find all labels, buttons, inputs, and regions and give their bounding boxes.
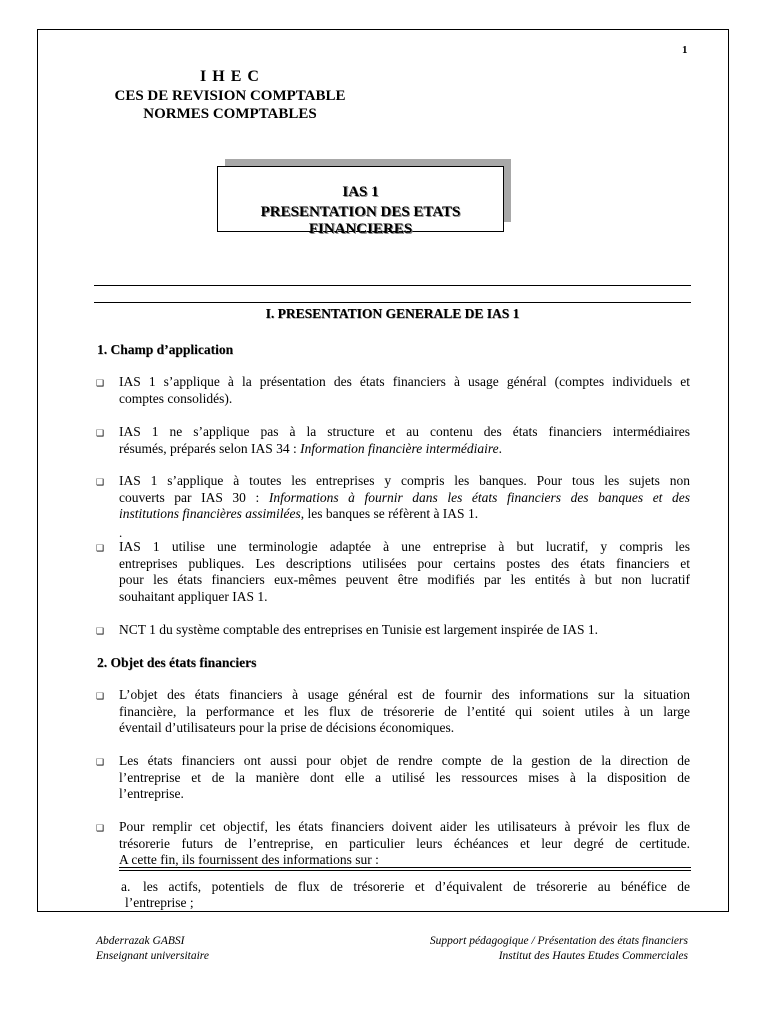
paragraph-s2-b2 <box>119 753 690 803</box>
heading-champ-application: 1. Champ d’application <box>97 342 234 357</box>
text-italic: Informations à fournir dans les états financiers des banques et des <box>268 489 690 505</box>
title-line-1: IAS 1 <box>342 184 379 200</box>
paragraph-s1-b3 <box>119 473 690 523</box>
footer-left <box>96 934 209 964</box>
sub-item-text: les actifs, potentiels de flux de trésorerie et d’équivalent de trésorerie au bénéfice de <box>143 879 690 894</box>
footer-role: Enseignant universitaire <box>96 950 209 962</box>
bullet-icon: ❑ <box>96 378 105 388</box>
double-rule <box>119 867 691 871</box>
text-line: comptes consolidés). <box>119 390 233 406</box>
footer-author: Abderrazak GABSI <box>96 935 185 947</box>
paragraph-s1-b4 <box>119 539 690 605</box>
stray-dot: . <box>119 525 123 540</box>
text-italic: institutions financières assimilées <box>119 506 301 521</box>
section-title: I. PRESENTATION GENERALE DE IAS 1 <box>265 306 520 321</box>
text-span: résumés, préparés selon IAS 34 : <box>119 440 301 456</box>
text-line: souhaitant appliquer IAS 1. <box>119 588 268 604</box>
text-line: Pour remplir cet objectif, les états financiers doivent aider les utilisateurs à prévoir les flux de <box>119 819 690 834</box>
text-line: Les états financiers ont aussi pour objet de rendre compte de la gestion de la direction de <box>119 753 690 768</box>
paragraph-s1-b1 <box>119 374 690 407</box>
bullet-icon: ❑ <box>96 626 105 636</box>
text-line: IAS 1 utilise une terminologie adaptée à une entreprise à but lucratif, y compris les <box>119 539 690 554</box>
paragraph-s2-b1 <box>119 687 690 737</box>
title-line-3: FINANCIERES <box>308 221 413 237</box>
text-line <box>119 441 690 458</box>
text-span: couverts par IAS 30 : <box>119 489 269 505</box>
footer-doc: Support pédagogique / Présentation des états financiers <box>429 935 688 947</box>
text-line <box>119 490 690 507</box>
rule-top <box>94 285 691 286</box>
text-line: trésorerie futurs de l’entreprise, en particulier leurs échéances et leur degré de certitude. <box>119 835 690 851</box>
paragraph-s1-b2 <box>119 424 690 457</box>
bullet-icon: ❑ <box>96 691 105 701</box>
footer-right <box>330 934 688 964</box>
text-line: L’objet des états financiers à usage général est de fournir des informations sur la situation <box>119 687 690 702</box>
bullet-icon: ❑ <box>96 428 105 438</box>
sub-item-label: a. <box>121 879 131 894</box>
text-line: A cette fin, ils fournissent des informations sur : <box>119 852 379 867</box>
bullet-icon: ❑ <box>96 543 105 553</box>
paragraph-s2-b3 <box>119 819 690 869</box>
text-line: IAS 1 s’applique à toutes les entreprises y compris les banques. Pour tous les sujets non <box>119 473 690 488</box>
text-line: entreprises publiques. Les descriptions utilisées pour certains postes des états financiers et <box>119 555 690 571</box>
text-span: , les banques se réfèrent à IAS 1. <box>300 506 479 521</box>
heading-objet-etats: 2. Objet des états financiers <box>97 655 257 670</box>
text-line: IAS 1 ne s’applique pas à la structure et au contenu des états financiers intermédiaires <box>119 424 690 439</box>
text-line: l’entreprise. <box>119 786 184 801</box>
text-span: . <box>498 440 502 456</box>
header-school: I H E C <box>200 68 260 85</box>
bullet-icon: ❑ <box>96 823 105 833</box>
text-line: pour les états financiers eux-mêmes peuvent être modifiés par les entités à but non lucratif <box>119 572 690 587</box>
text-line: éventail d’utilisateurs pour la prise de décisions économiques. <box>119 720 455 735</box>
paragraph-s1-b5 <box>119 622 690 639</box>
text-line: financière, la performance et les flux de trésorerie de l’entité qui soient utiles à un large <box>119 703 690 719</box>
bullet-icon: ❑ <box>96 757 105 767</box>
text-line: IAS 1 s’applique à la présentation des états financiers à usage général (comptes individuels et <box>119 374 690 389</box>
title-line-2: PRESENTATION DES ETATS <box>260 204 461 220</box>
frame-bottom-rule <box>37 911 729 912</box>
bullet-icon: ❑ <box>96 477 105 487</box>
sub-item-text-continued: l’entreprise ; <box>125 895 194 910</box>
page-number: 1 <box>682 44 688 56</box>
title-box <box>217 166 504 237</box>
text-italic: Information financière intermédiaire <box>300 440 499 456</box>
text-line: NCT 1 du système comptable des entreprises en Tunisie est largement inspirée de IAS 1. <box>119 622 599 637</box>
text-line <box>119 506 690 523</box>
header-course: NORMES COMPTABLES <box>143 106 317 122</box>
footer-institute: Institut des Hautes Etudes Commerciales <box>498 950 688 962</box>
text-line: l’entreprise et de la manière dont elle a utilisé les ressources mises à la disposition de <box>119 769 690 785</box>
rule-bottom <box>94 302 691 303</box>
header-program: CES DE REVISION COMPTABLE <box>114 88 346 104</box>
